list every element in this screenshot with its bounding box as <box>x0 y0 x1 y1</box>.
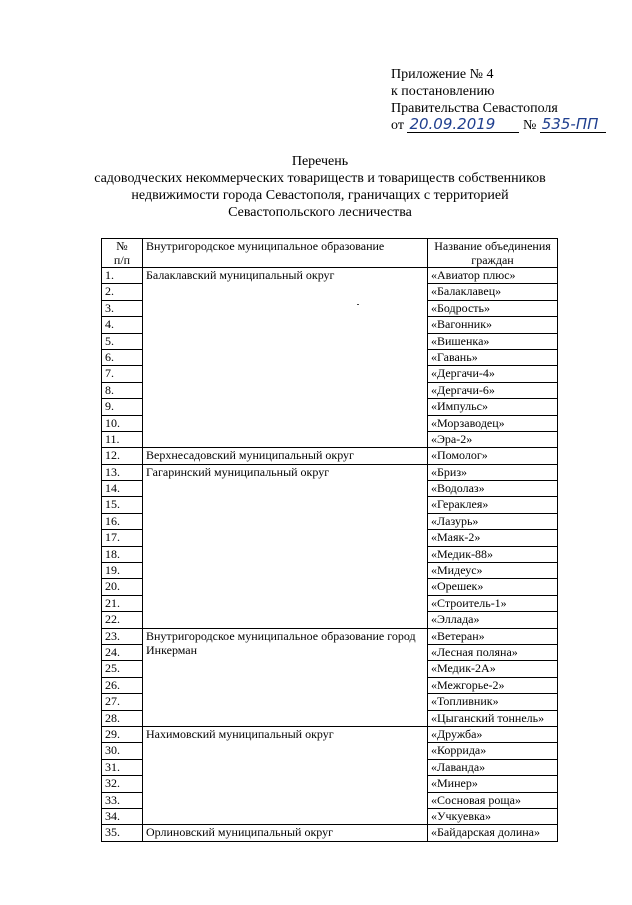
row-number: 32. <box>102 776 143 792</box>
row-number: 23. <box>102 628 143 644</box>
association-name: «Маяк-2» <box>428 530 558 546</box>
association-name: «Балаклавец» <box>428 284 558 300</box>
header-number-line-1: № <box>116 239 128 253</box>
row-number: 1. <box>102 268 143 284</box>
association-name: «Дружба» <box>428 726 558 742</box>
association-name: «Эллада» <box>428 612 558 628</box>
table-row <box>102 726 558 742</box>
association-name: «Сосновая роща» <box>428 792 558 808</box>
row-number: 27. <box>102 694 143 710</box>
table-row <box>102 825 558 841</box>
header-number-line-2: п/п <box>113 253 131 267</box>
table-row <box>102 464 558 480</box>
header-association: Название объединения граждан <box>428 239 558 268</box>
association-name: «Медик-88» <box>428 546 558 562</box>
appendix-government: Правительства Севастополя <box>391 101 558 116</box>
association-name: «Байдарская долина» <box>428 825 558 841</box>
row-number: 2. <box>102 284 143 300</box>
municipality-cell: Орлиновский муниципальный округ <box>143 825 428 841</box>
association-name: «Водолаз» <box>428 481 558 497</box>
row-number: 21. <box>102 595 143 611</box>
title-line-3: недвижимости города Севастополя, граничащих с территорией <box>131 188 509 203</box>
row-number: 10. <box>102 415 143 431</box>
title-line-2: садоводческих некоммерческих товариществ и товариществ собственников <box>94 171 546 186</box>
appendix-block <box>391 66 621 134</box>
association-name: «Лаванда» <box>428 759 558 775</box>
association-name: «Вишенка» <box>428 333 558 349</box>
municipality-cell: Верхнесадовский муниципальный округ <box>143 448 428 464</box>
association-name: «Учкуевка» <box>428 808 558 824</box>
association-name: «Строитель-1» <box>428 595 558 611</box>
association-name: «Бодрость» <box>428 300 558 316</box>
associations-table <box>101 238 558 842</box>
association-name: «Медик-2А» <box>428 661 558 677</box>
bottom-rule <box>316 841 404 842</box>
municipality-cell: Внутригородское муниципальное образование город Инкерман <box>143 628 428 726</box>
row-number: 25. <box>102 661 143 677</box>
row-number: 31. <box>102 759 143 775</box>
association-name: «Гавань» <box>428 349 558 365</box>
row-number: 16. <box>102 513 143 529</box>
association-name: «Лазурь» <box>428 513 558 529</box>
table-row <box>102 628 558 644</box>
table-row <box>102 448 558 464</box>
row-number: 12. <box>102 448 143 464</box>
table-header-row <box>102 239 558 268</box>
association-name: «Коррида» <box>428 743 558 759</box>
municipality-cell: Нахимовский муниципальный округ <box>143 726 428 824</box>
association-name: «Морзаводец» <box>428 415 558 431</box>
association-name: «Авиатор плюс» <box>428 268 558 284</box>
association-name: «Эра-2» <box>428 431 558 447</box>
association-name: «Цыганский тоннель» <box>428 710 558 726</box>
association-name: «Минер» <box>428 776 558 792</box>
from-prefix: от <box>391 118 404 133</box>
row-number: 4. <box>102 317 143 333</box>
association-name: «Дергачи-4» <box>428 366 558 382</box>
row-number: 9. <box>102 399 143 415</box>
header-number <box>102 239 143 268</box>
association-name: «Топливник» <box>428 694 558 710</box>
row-number: 11. <box>102 431 143 447</box>
association-name: «Межгорье-2» <box>428 677 558 693</box>
row-number: 29. <box>102 726 143 742</box>
row-number: 13. <box>102 464 143 480</box>
association-name: «Бриз» <box>428 464 558 480</box>
handwritten-date: 20.09.2019 <box>407 117 519 133</box>
association-name: «Помолог» <box>428 448 558 464</box>
row-number: 17. <box>102 530 143 546</box>
association-name: «Импульс» <box>428 399 558 415</box>
row-number: 6. <box>102 349 143 365</box>
municipality-cell: Гагаринский муниципальный округ <box>143 464 428 628</box>
appendix-resolution: к постановлению <box>391 84 495 99</box>
row-number: 28. <box>102 710 143 726</box>
row-number: 35. <box>102 825 143 841</box>
row-number: 34. <box>102 808 143 824</box>
association-name: «Орешек» <box>428 579 558 595</box>
row-number: 33. <box>102 792 143 808</box>
table-row <box>102 268 558 284</box>
title-line-4: Севастопольского лесничества <box>228 205 412 220</box>
handwritten-number: 535-ПП <box>540 117 606 133</box>
row-number: 30. <box>102 743 143 759</box>
association-name: «Мидеус» <box>428 563 558 579</box>
header-municipality: Внутригородское муниципальное образование <box>143 239 428 268</box>
association-name: «Вагонник» <box>428 317 558 333</box>
row-number: 19. <box>102 563 143 579</box>
table-body <box>102 268 558 842</box>
document-title <box>60 153 580 221</box>
row-number: 3. <box>102 300 143 316</box>
row-number: 5. <box>102 333 143 349</box>
row-number: 18. <box>102 546 143 562</box>
number-prefix: № <box>522 118 537 133</box>
appendix-date-line <box>391 117 621 134</box>
association-name: «Лесная поляна» <box>428 644 558 660</box>
association-name: «Гераклея» <box>428 497 558 513</box>
row-number: 26. <box>102 677 143 693</box>
row-number: 22. <box>102 612 143 628</box>
association-name: «Ветеран» <box>428 628 558 644</box>
title-line-1: Перечень <box>291 154 349 169</box>
municipality-cell: Балаклавский муниципальный округ <box>143 268 428 448</box>
association-name: «Дергачи-6» <box>428 382 558 398</box>
row-number: 24. <box>102 644 143 660</box>
row-number: 8. <box>102 382 143 398</box>
row-number: 15. <box>102 497 143 513</box>
row-number: 7. <box>102 366 143 382</box>
row-number: 14. <box>102 481 143 497</box>
appendix-number: Приложение № 4 <box>391 67 494 82</box>
scan-speck <box>357 304 359 305</box>
row-number: 20. <box>102 579 143 595</box>
